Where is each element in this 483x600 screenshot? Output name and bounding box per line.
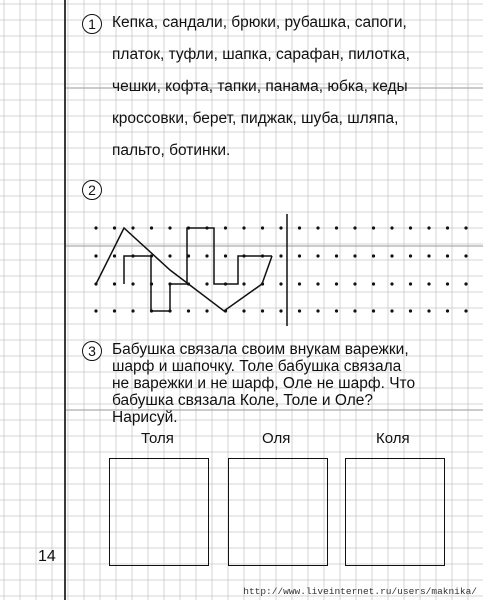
task-number-1: 1 (82, 14, 102, 34)
grid-dot (427, 254, 430, 257)
grid-dot (131, 226, 134, 229)
task-number-2: 2 (82, 180, 102, 200)
grid-dot (390, 226, 393, 229)
task-1-line: платок, туфли, шапка, сарафан, пилотка, (112, 46, 410, 63)
grid-dot (113, 226, 116, 229)
name-label-kolya: Коля (376, 430, 410, 447)
task-3-line: не варежки и не шарф, Оле не шарф. Что (112, 375, 416, 392)
grid-dot (409, 309, 412, 312)
grid-dot (279, 254, 282, 257)
grid-dot (113, 254, 116, 257)
grid-dot (335, 226, 338, 229)
task-3-line: бабушка связала Коле, Толе и Оле? (112, 392, 374, 409)
grid-dot (372, 309, 375, 312)
grid-dot (446, 226, 449, 229)
grid-dot (427, 226, 430, 229)
grid-dot (353, 226, 356, 229)
answer-box-kolya[interactable] (345, 458, 445, 566)
grid-dot (316, 254, 319, 257)
sample-pattern-line (96, 228, 272, 311)
task-1-line: пальто, ботинки. (112, 142, 231, 159)
grid-dot (409, 254, 412, 257)
grid-dot (353, 309, 356, 312)
grid-dot (205, 254, 208, 257)
task-number-3: 3 (82, 341, 102, 361)
grid-dot (390, 309, 393, 312)
grid-dot (242, 282, 245, 285)
grid-dot (335, 254, 338, 257)
task-1-line: Кепка, сандали, брюки, рубашка, сапоги, (112, 14, 407, 31)
answer-box-tolya[interactable] (109, 458, 209, 566)
grid-dot (94, 309, 97, 312)
grid-dot (94, 254, 97, 257)
grid-dot (131, 309, 134, 312)
grid-dot (150, 226, 153, 229)
grid-dot (335, 309, 338, 312)
task-1-line: чешки, кофта, тапки, панама, юбка, кеды (112, 78, 408, 95)
grid-dot (205, 309, 208, 312)
grid-dot (464, 254, 467, 257)
grid-dot (205, 282, 208, 285)
grid-dot (353, 282, 356, 285)
task-1-line: кроссовки, берет, пиджак, шуба, шляпа, (112, 110, 399, 127)
grid-dot (279, 309, 282, 312)
grid-dot (464, 226, 467, 229)
grid-dot (298, 254, 301, 257)
grid-dot (372, 254, 375, 257)
grid-dot (335, 282, 338, 285)
grid-dot (446, 282, 449, 285)
grid-dot (94, 226, 97, 229)
grid-dot (113, 282, 116, 285)
grid-dot (427, 309, 430, 312)
grid-dot (316, 309, 319, 312)
grid-dot (446, 254, 449, 257)
grid-dot (113, 309, 116, 312)
grid-dot (316, 226, 319, 229)
grid-dot (409, 226, 412, 229)
watermark-url: http://www.liveinternet.ru/users/maknika/ (243, 586, 477, 597)
grid-dot (224, 254, 227, 257)
grid-dot (168, 254, 171, 257)
grid-dot (464, 282, 467, 285)
grid-dot (390, 282, 393, 285)
grid-dot (427, 282, 430, 285)
grid-dot (409, 282, 412, 285)
name-label-olya: Оля (262, 430, 291, 447)
grid-dot (464, 309, 467, 312)
grid-dot (353, 254, 356, 257)
grid-dot (279, 226, 282, 229)
grid-dot (372, 282, 375, 285)
answer-box-olya[interactable] (228, 458, 328, 566)
task-3-line: Бабушка связала своим внукам варежки, (112, 341, 409, 358)
grid-dot (372, 226, 375, 229)
grid-dot (446, 309, 449, 312)
grid-dot (168, 226, 171, 229)
grid-dot (298, 309, 301, 312)
grid-dot (131, 282, 134, 285)
grid-dot (261, 226, 264, 229)
grid-dot (298, 282, 301, 285)
grid-dot (261, 309, 264, 312)
sample-pattern-steps (124, 228, 272, 311)
grid-dot (242, 226, 245, 229)
grid-dot (316, 282, 319, 285)
grid-dot (187, 309, 190, 312)
grid-dot (390, 254, 393, 257)
task-3-line: шарф и шапочку. Толе бабушка связала (112, 358, 402, 375)
page-number: 14 (38, 548, 56, 565)
name-label-tolya: Толя (141, 430, 174, 447)
grid-dot (298, 226, 301, 229)
grid-dot (279, 282, 282, 285)
grid-dot (242, 309, 245, 312)
task-3-line: Нарисуй. (112, 409, 178, 426)
grid-dot (224, 226, 227, 229)
